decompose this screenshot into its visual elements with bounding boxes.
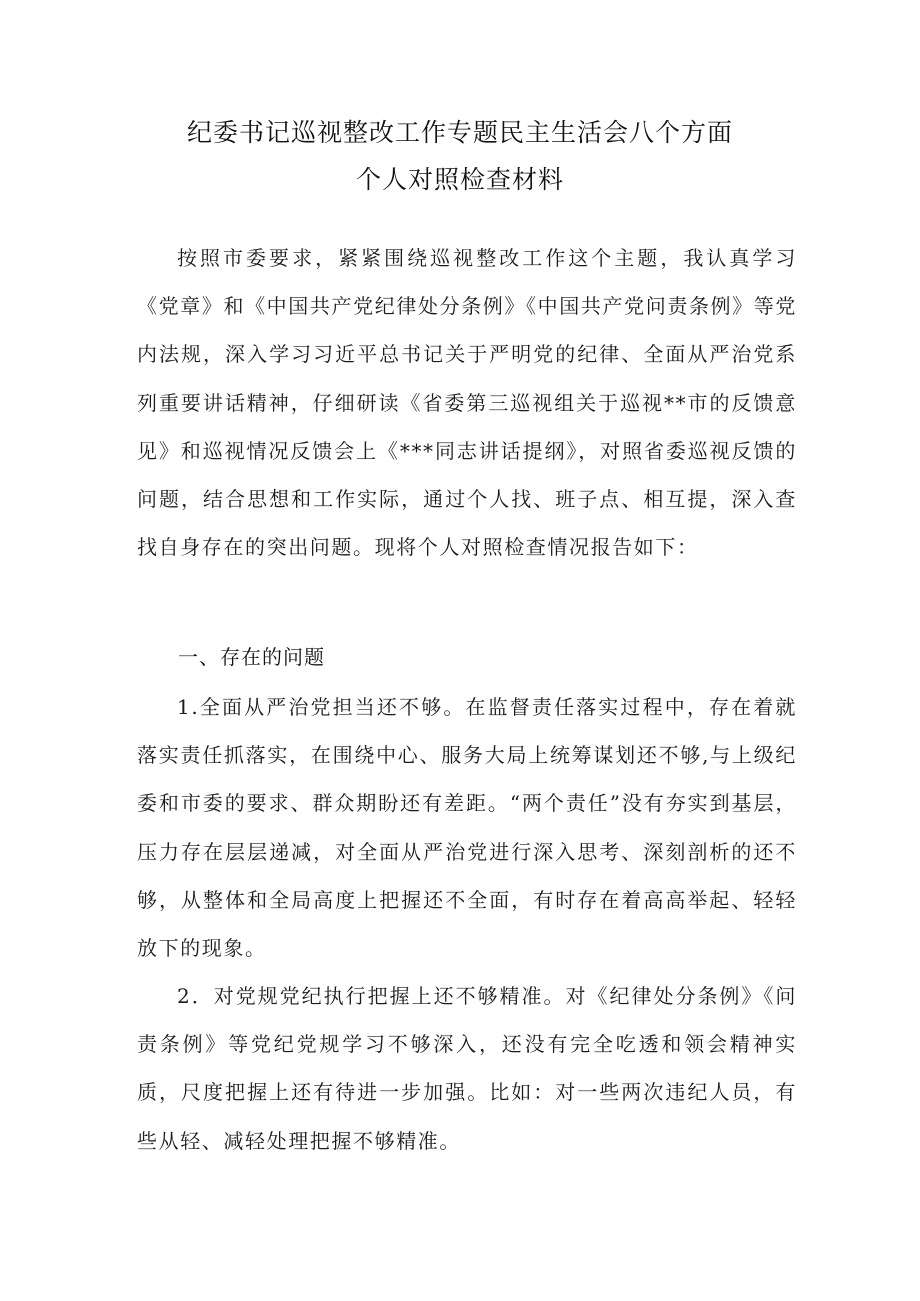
item-1-block [137,683,797,972]
section-heading-problems: 一、存在的问题 [178,645,325,669]
document-title-line2: 个人对照检查材料 [355,165,564,194]
document-title-line1: 纪委书记巡视整改工作专题民主生活会八个方面 [186,118,733,147]
item-2-paragraph: 2．对党规党纪执行把握上还不够精准。对《纪律处分条例》《问责条例》等党纪党规学习不够深入，还没有完全吃透和领会精神实质，尺度把握上还有待进一步加强。比如：对一些两次违纪人员，有些从轻、减轻处理把握不够精准。 [137,984,797,1153]
intro-paragraph: 按照市委要求，紧紧围绕巡视整改工作这个主题，我认真学习《党章》和《中国共产党纪律处分条例》《中国共产党问责条例》等党内法规，深入学习习近平总书记关于严明党的纪律、全面从严治党系列重要讲话精神，仔细研读《省委第三巡视组关于巡视**市的反馈意见》和巡视情况反馈会上《***同志讲话提纲》，对照省委巡视反馈的问题，结合思想和工作实际，通过个人找、班子点、相互提，深入查找自身存在的突出问题。现将个人对照检查情况报告如下： [137,246,797,560]
item-2-block [137,972,797,1165]
intro-paragraph-block [137,234,797,571]
item-1-paragraph: 1.全面从严治党担当还不够。在监督责任落实过程中，存在着就落实责任抓落实，在围绕中心、服务大局上统筹谋划还不够,与上级纪委和市委的要求、群众期盼还有差距。“两个责任”没有夯实到基层，压力存在层层递减，对全面从严治党进行深入思考、深刻剖析的还不够，从整体和全局高度上把握还不全面，有时存在着高高举起、轻轻放下的现象。 [137,695,797,961]
